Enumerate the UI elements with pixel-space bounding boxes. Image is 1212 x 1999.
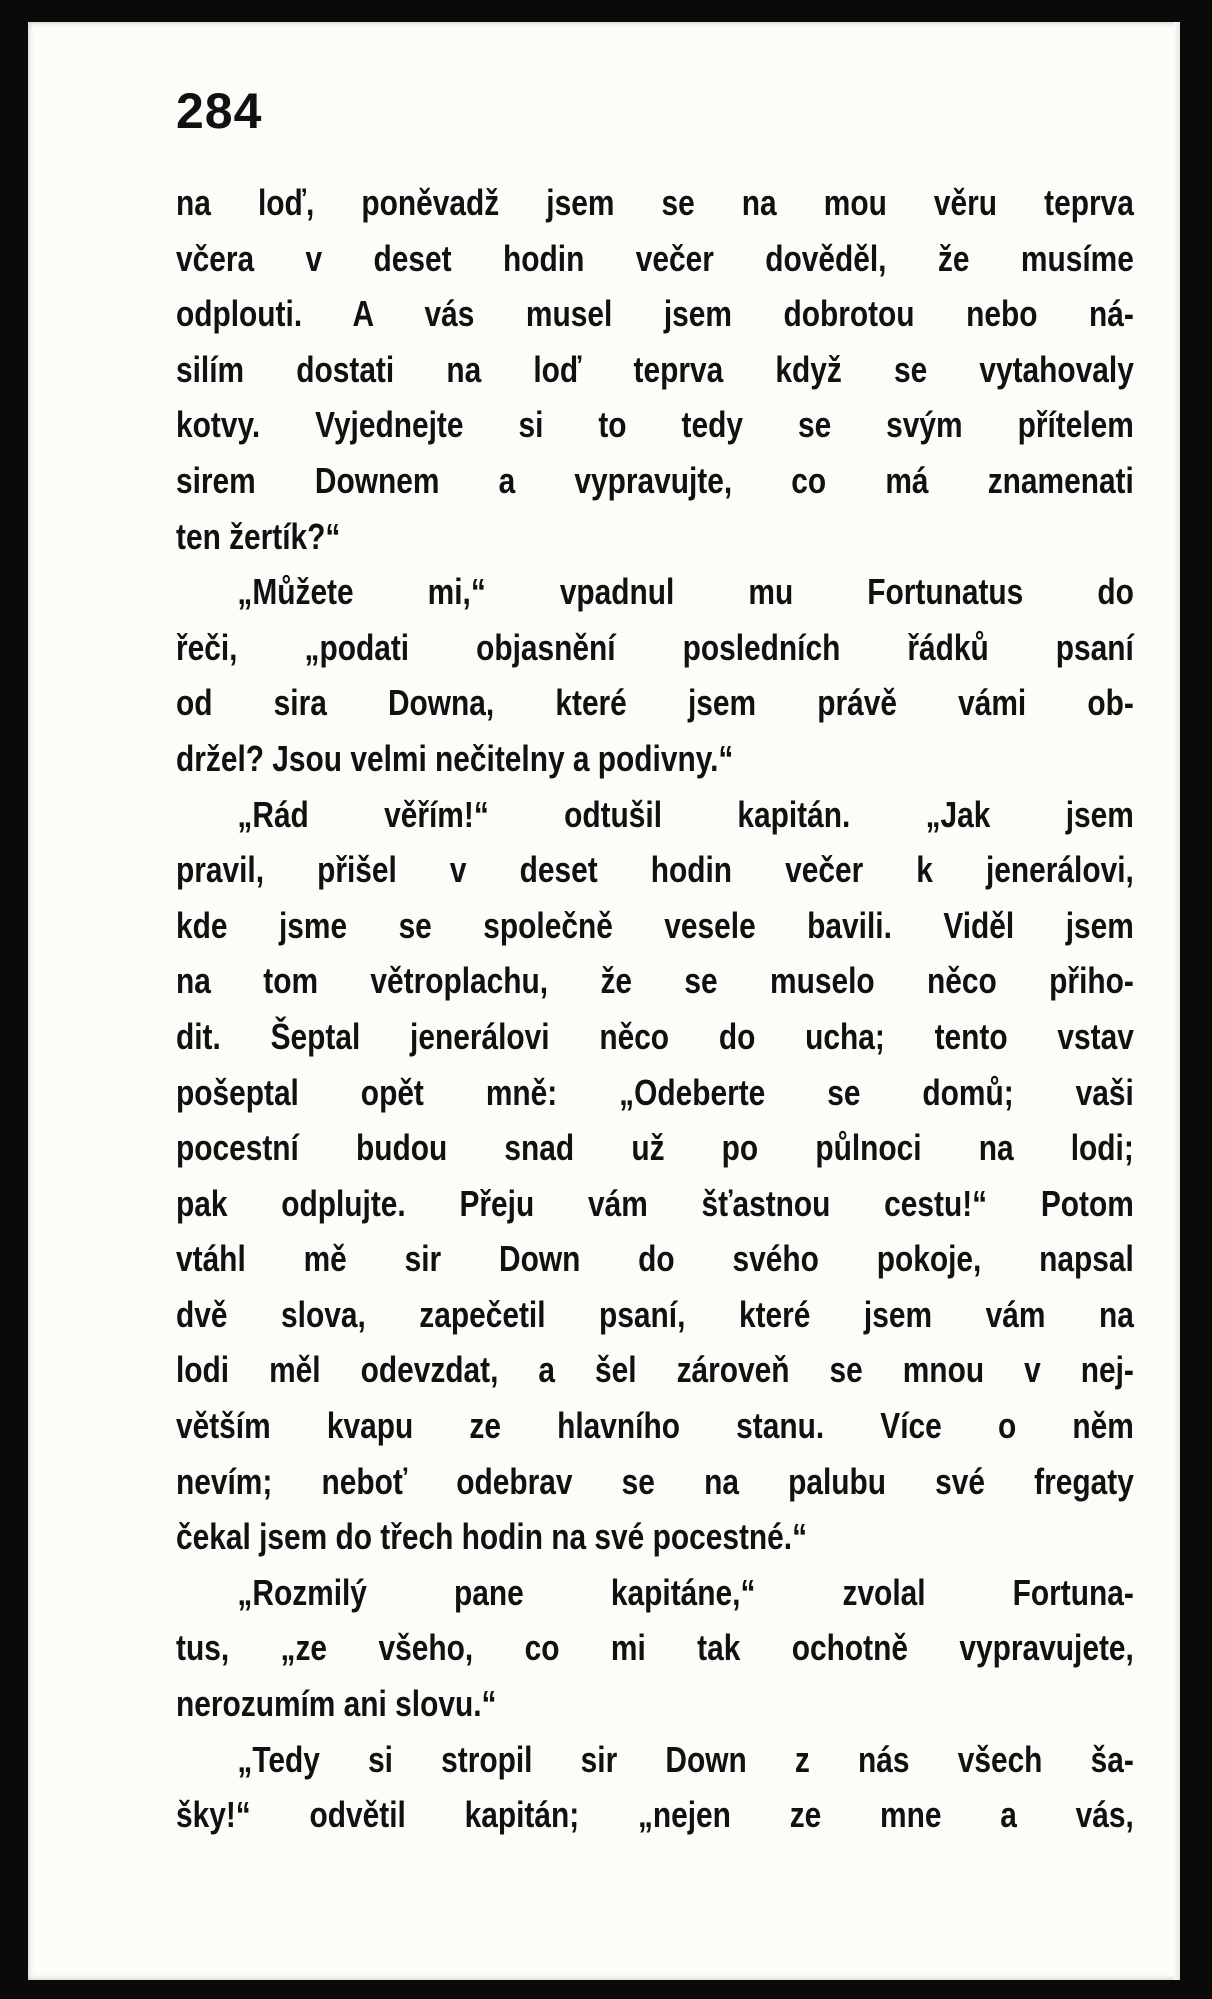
text-line: na loď, poněvadž jsem se na mou věru teprva [176,182,1134,223]
text-line: „Rozmilý pane kapitáne,“ zvolal Fortuna- [237,1571,1134,1613]
text-line: nevím; neboť odebrav se na palubu své fregaty [176,1460,1134,1502]
text-line: řeči, „podati objasnění posledních řádků psaní [176,626,1134,668]
text-line: lodi měl odevzdat, a šel zároveň se mnou v nej- [176,1349,1134,1391]
text-line: čekal jsem do třech hodin na své pocestné.“ [176,1516,808,1558]
text-line: tus, „ze všeho, co mi tak ochotně vypravujete, [176,1627,1134,1669]
text-line: na tom větroplachu, že se muselo něco přiho- [176,960,1134,1002]
text-line: pošeptal opět mně: „Odeberte se domů; vaši [176,1071,1134,1113]
text-line: „Tedy si stropil sir Down z nás všech ša- [237,1738,1134,1780]
text-line: pocestní budou snad už po půlnoci na lodi; [176,1127,1134,1169]
text-line: včera v deset hodin večer dověděl, že musíme [176,237,1134,279]
text-line: pak odplujte. Přeju vám šťastnou cestu!“ Potom [176,1182,1134,1224]
text-line: šky!“ odvětil kapitán; „nejen ze mne a vás, [176,1794,1134,1836]
text-line: větším kvapu ze hlavního stanu. Více o něm [176,1405,1134,1447]
text-line: dvě slova, zapečetil psaní, které jsem vám na [176,1293,1134,1335]
text-line: odplouti. A vás musel jsem dobrotou nebo ná- [176,293,1134,335]
text-line: ten žertík?“ [176,515,341,557]
book-page [28,22,1180,1980]
text-line: kotvy. Vyjednejte si to tedy se svým přítelem [176,404,1134,446]
page-number: 284 [176,83,263,139]
text-line: dit. Šeptal jenerálovi něco do ucha; tento vstav [176,1015,1134,1057]
text-line: silím dostati na loď teprva když se vytahovaly [176,348,1134,390]
text-line: pravil, přišel v deset hodin večer k jenerálovi, [176,849,1134,891]
text-line: sirem Downem a vypravujte, co má znamenati [176,459,1134,501]
text-line: od sira Downa, které jsem právě vámi ob- [176,682,1134,724]
text-line: „Rád věřím!“ odtušil kapitán. „Jak jsem [237,793,1134,835]
text-line: držel? Jsou velmi nečitelny a podivny.“ [176,737,734,779]
text-line: kde jsme se společně vesele bavili. Viděl jsem [176,904,1134,946]
text-line: vtáhl mě sir Down do svého pokoje, napsal [176,1238,1134,1280]
text-line: „Můžete mi,“ vpadnul mu Fortunatus do [237,571,1134,613]
page-edge [1174,22,1180,1980]
text-line: nerozumím ani slovu.“ [176,1683,497,1725]
body-text [176,175,1134,1843]
